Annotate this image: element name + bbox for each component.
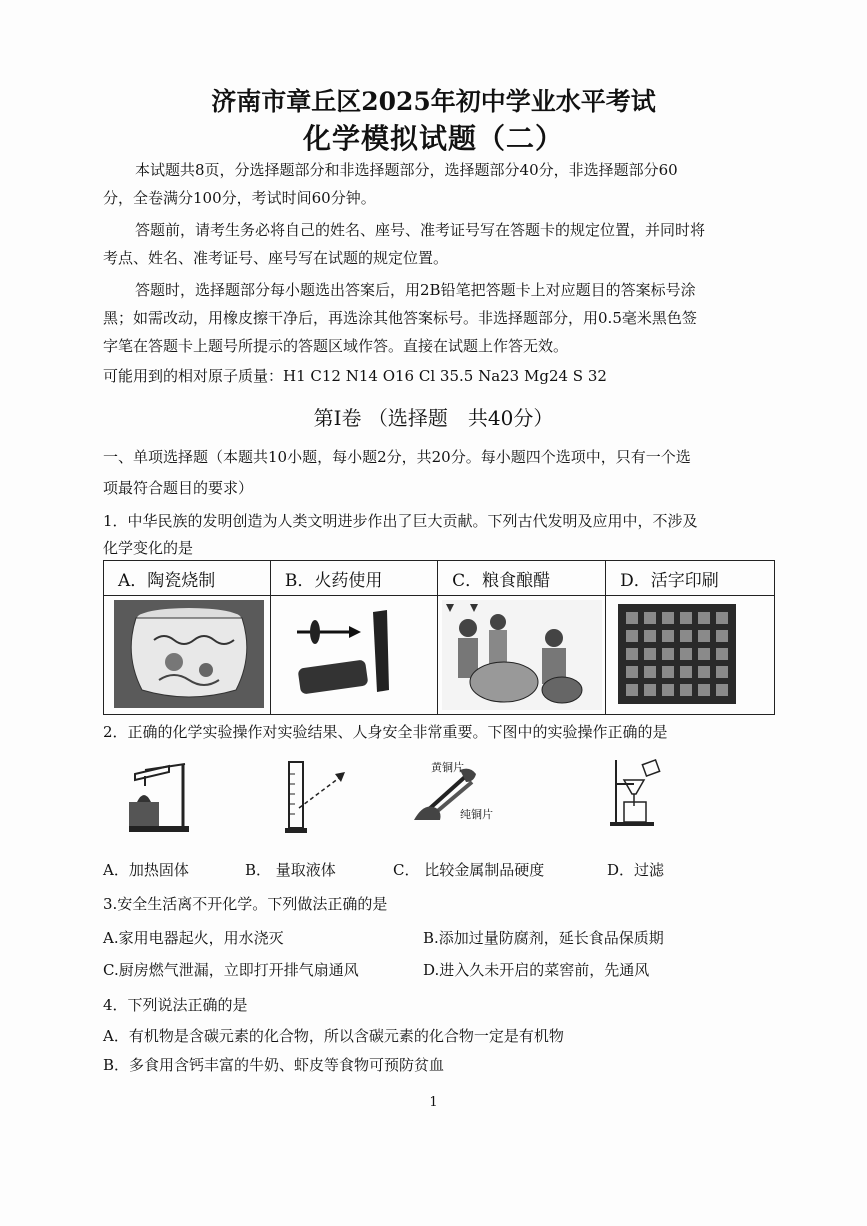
ceramic-jar-icon — [114, 600, 264, 708]
page-number: 1 — [429, 1095, 438, 1110]
q4-stem: 4．下列说法正确的是 — [103, 996, 248, 1014]
q1-option-c-label: C．粮食酿醋 — [438, 561, 606, 596]
q1-option-b-image-cell — [270, 596, 437, 715]
q3-option-d: D.进入久未开启的菜窖前，先通风 — [423, 961, 650, 979]
part1-heading-line1: 一、单项选择题（本题共10小题，每小题2分，共20分。每小题四个选项中，只有一个选 — [103, 448, 691, 466]
exam-title: 济南市章丘区2025年初中学业水平考试 — [211, 87, 656, 116]
q2-option-b: B． 量取液体 — [245, 861, 336, 879]
instruction-p3-line1: 答题时，选择题部分每小题选出答案后，用2B铅笔把答题卡上对应题目的答案标号涂 — [135, 281, 696, 299]
atomic-masses: 可能用到的相对原子质量：H1 C12 N14 O16 Cl 35.5 Na23 Mg24 S 32 — [103, 367, 607, 385]
part1-heading-line2: 项最符合题目的要求） — [103, 479, 254, 497]
q1-option-d-label: D．活字印刷 — [606, 561, 775, 596]
q4-option-a: A．有机物是含碳元素的化合物，所以含碳元素的化合物一定是有机物 — [103, 1027, 564, 1045]
q3-option-a: A.家用电器起火，用水浇灭 — [103, 929, 284, 947]
q2-option-d: D．过滤 — [607, 861, 665, 879]
q1-option-a-label: A．陶瓷烧制 — [104, 561, 271, 596]
q1-option-c-image-cell — [438, 596, 606, 715]
exam-subtitle: 化学模拟试题（二） — [302, 122, 564, 155]
q1-option-d-image-cell — [606, 596, 775, 715]
vinegar-brewing-icon — [442, 600, 602, 710]
q3-stem: 3.安全生活离不开化学。下列做法正确的是 — [103, 895, 388, 913]
q1-stem-line2: 化学变化的是 — [103, 539, 194, 557]
section-title: 第Ⅰ卷 （选择题 共40分） — [313, 406, 554, 430]
q4-option-b: B．多食用含钙丰富的牛奶、虾皮等食物可预防贫血 — [103, 1056, 445, 1074]
gunpowder-weapon-icon — [293, 608, 417, 706]
q3-option-c: C.厨房燃气泄漏，立即打开排气扇通风 — [103, 961, 359, 979]
instruction-p3-line2: 黑；如需改动，用橡皮擦干净后，再选涂其他答案标号。非选择题部分，用0.5毫米黑色签 — [103, 309, 697, 327]
q2-stem: 2．正确的化学实验操作对实验结果、人身安全非常重要。下图中的实验操作正确的是 — [103, 723, 668, 741]
movable-type-icon — [618, 604, 736, 704]
q1-stem-line1: 1．中华民族的发明创造为人类文明进步作出了巨大贡献。下列古代发明及应用中，不涉及 — [103, 512, 698, 530]
q2-fig-label-copper: 纯铜片 — [460, 808, 493, 821]
q1-option-b-label: B．火药使用 — [270, 561, 437, 596]
measuring-cylinder-icon — [285, 760, 347, 836]
instruction-p1-line2: 分，全卷满分100分，考试时间60分钟。 — [103, 189, 376, 207]
q2-fig-label-brass: 黄铜片 — [431, 761, 464, 774]
q2-option-c: C． 比较金属制品硬度 — [393, 861, 545, 879]
instruction-p2-line2: 考点、姓名、准考证号、座号写在试题的规定位置。 — [103, 249, 449, 267]
q2-option-a: A．加热固体 — [103, 861, 189, 879]
instruction-p2-line1: 答题前，请考生务必将自己的姓名、座号、准考证号写在答题卡的规定位置，并同时将 — [135, 221, 706, 239]
q3-option-b: B.添加过量防腐剂，延长食品保质期 — [423, 929, 664, 947]
filtration-apparatus-icon — [610, 758, 664, 828]
q1-option-a-image-cell — [104, 596, 271, 715]
q1-options-table — [103, 560, 775, 715]
heating-solid-apparatus-icon — [125, 756, 195, 834]
instruction-p3-line3: 字笔在答题卡上题号所提示的答题区域作答。直接在试题上作答无效。 — [103, 337, 569, 355]
instruction-p1-line1: 本试题共8页，分选择题部分和非选择题部分，选择题部分40分，非选择题部分60 — [135, 161, 678, 179]
